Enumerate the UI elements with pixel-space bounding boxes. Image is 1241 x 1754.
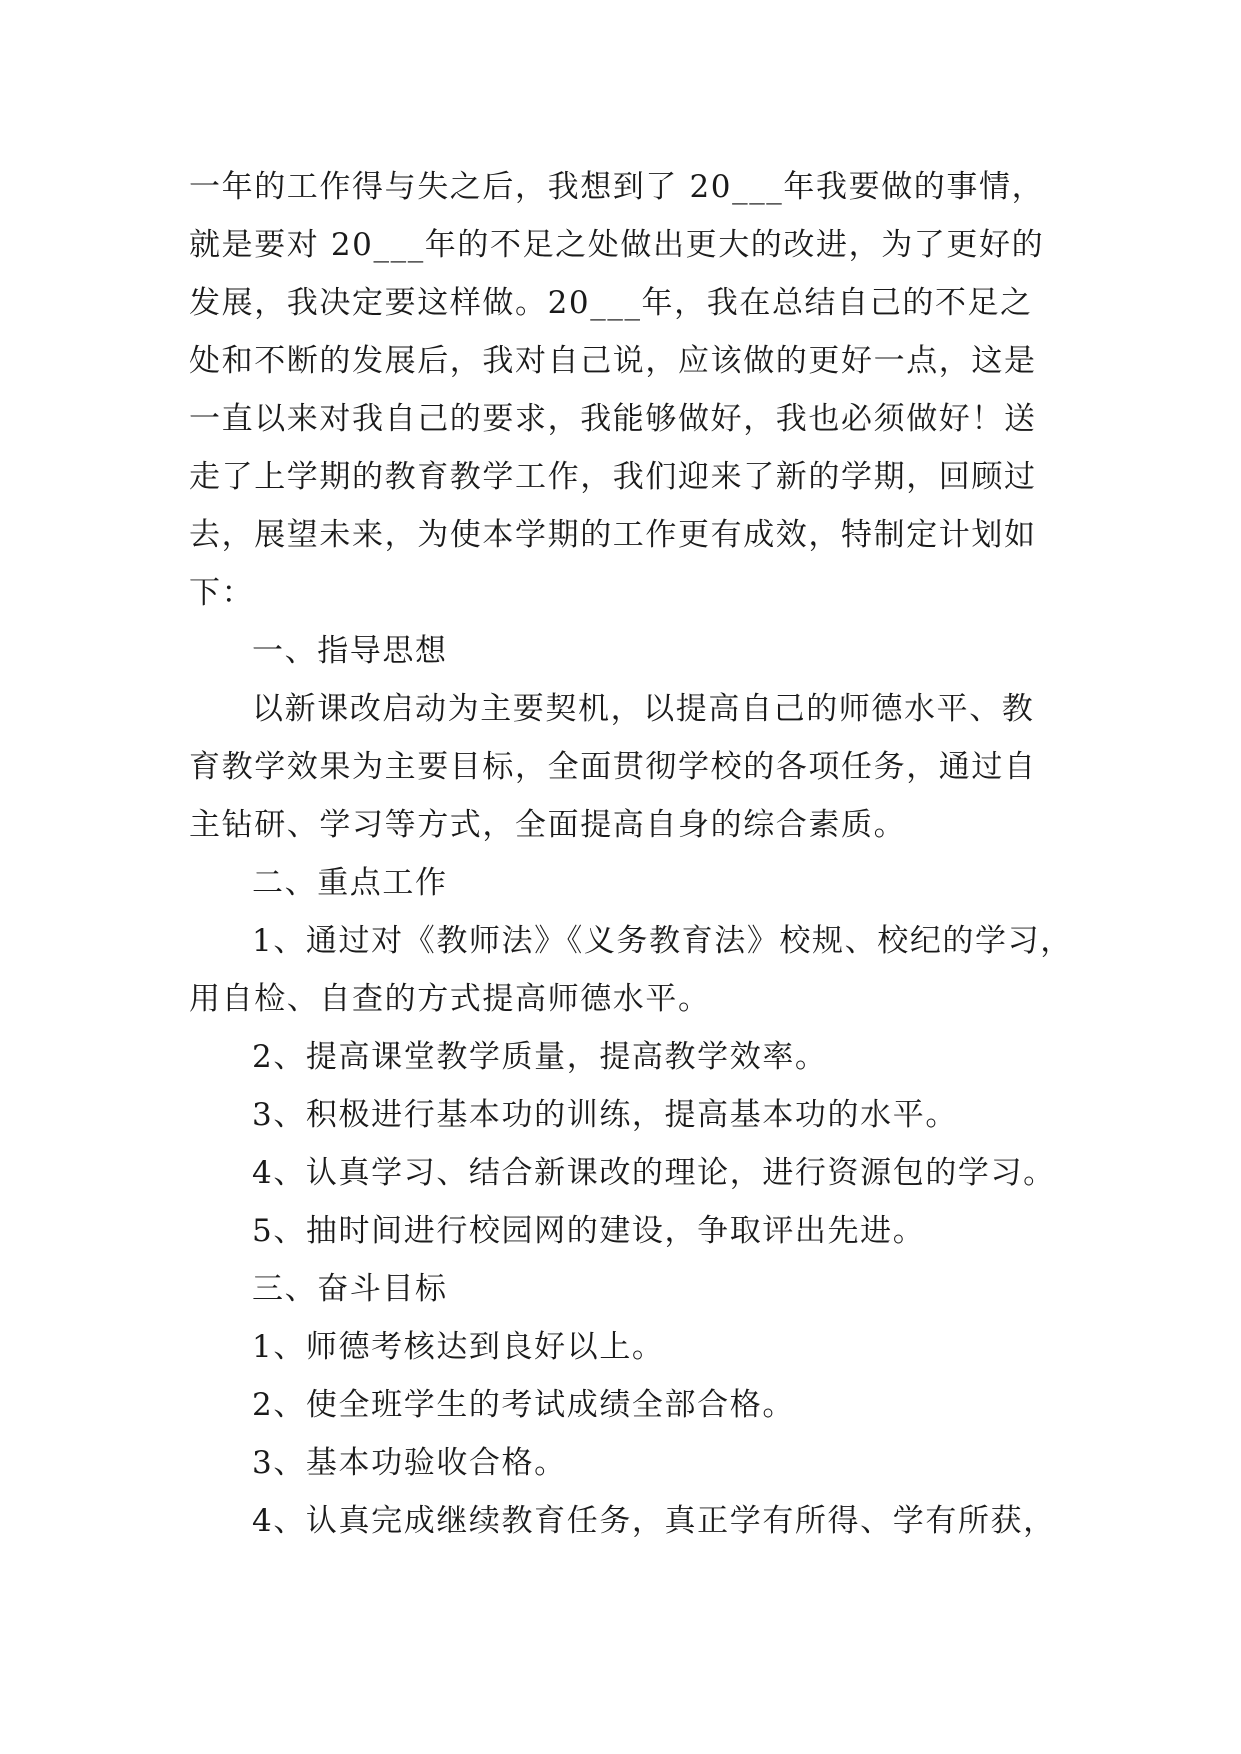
paragraph-line: 走了上学期的教育教学工作，我们迎来了新的学期，回顾过 <box>189 459 1037 495</box>
list-item: 1、师德考核达到良好以上。 <box>252 1329 665 1365</box>
paragraph-line: 就是要对 20___年的不足之处做出更大的改进，为了更好的 <box>189 227 1045 263</box>
document-body <box>189 158 1073 1550</box>
list-item: 4、认真学习、结合新课改的理论，进行资源包的学习。 <box>252 1155 1056 1191</box>
paragraph-line: 去，展望未来，为使本学期的工作更有成效，特制定计划如 <box>189 517 1037 553</box>
list-item-continuation: 用自检、自查的方式提高师德水平。 <box>189 981 711 1017</box>
paragraph-line: 以新课改启动为主要契机，以提高自己的师德水平、教 <box>252 691 1035 727</box>
list-item: 5、抽时间进行校园网的建设，争取评出先进。 <box>252 1213 926 1249</box>
list-item: 3、基本功验收合格。 <box>252 1445 567 1481</box>
list-item: 4、认真完成继续教育任务，真正学有所得、学有所获， <box>252 1503 1056 1539</box>
paragraph-line: 主钻研、学习等方式，全面提高自身的综合素质。 <box>189 807 907 843</box>
section-heading-guiding-ideology: 一、指导思想 <box>252 633 448 669</box>
paragraph-line: 发展，我决定要这样做。20___年，我在总结自己的不足之 <box>189 285 1033 321</box>
paragraph-line: 一年的工作得与失之后，我想到了 20___年我要做的事情， <box>189 169 1045 205</box>
list-item: 2、提高课堂教学质量，提高教学效率。 <box>252 1039 828 1075</box>
list-item: 1、通过对《教师法》《义务教育法》校规、校纪的学习， <box>252 923 1073 959</box>
paragraph-line: 一直以来对我自己的要求，我能够做好，我也必须做好！送 <box>189 401 1037 437</box>
paragraph-line: 处和不断的发展后，我对自己说，应该做的更好一点，这是 <box>189 343 1037 379</box>
section-heading-goals: 三、奋斗目标 <box>252 1271 448 1307</box>
paragraph-line: 下： <box>189 575 255 611</box>
list-item: 3、积极进行基本功的训练，提高基本功的水平。 <box>252 1097 958 1133</box>
paragraph-line: 育教学效果为主要目标，全面贯彻学校的各项任务，通过自 <box>189 749 1037 785</box>
list-item: 2、使全班学生的考试成绩全部合格。 <box>252 1387 795 1423</box>
section-heading-key-work: 二、重点工作 <box>252 865 448 901</box>
